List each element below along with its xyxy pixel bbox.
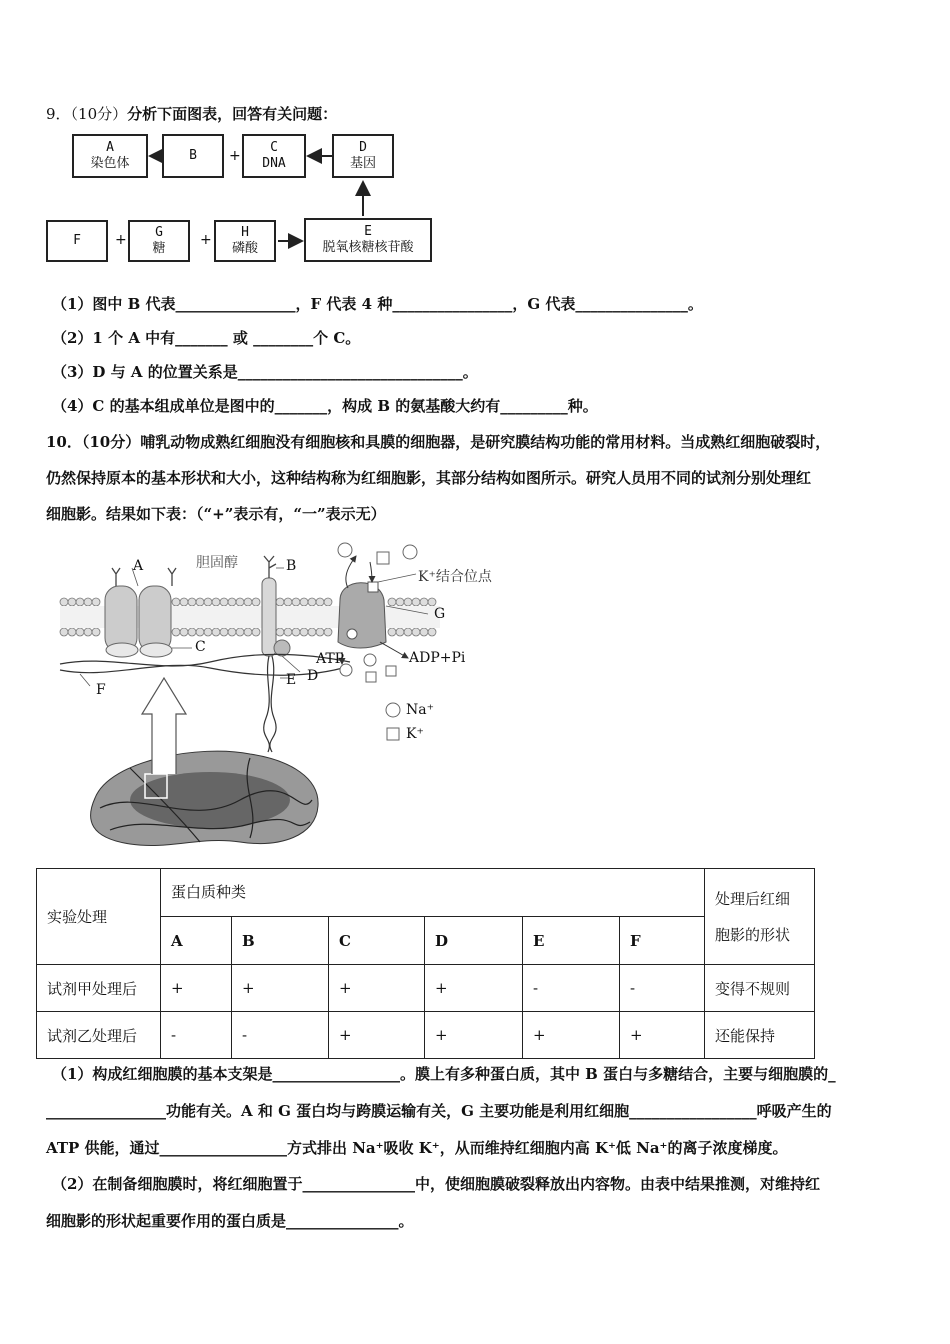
protein-g: [338, 582, 386, 648]
results-table: [36, 868, 815, 1059]
lipid-head: [428, 628, 436, 636]
lipid-head: [188, 598, 196, 606]
lipid-head: [388, 598, 396, 606]
label-d: D: [307, 668, 319, 684]
red-cell: [91, 751, 319, 845]
lipid-head: [84, 628, 92, 636]
lipid-head: [284, 628, 292, 636]
flow-g-letter: G: [155, 225, 163, 240]
lipid-head: [300, 598, 308, 606]
row1-shape: 变得不规则: [705, 965, 815, 1012]
flow-c-letter: C: [270, 140, 278, 155]
q10-line2: 仍然保持原本的基本形状和大小，这种结构称为红细胞影，其部分结构如图所示。研究人员用不同的试剂分别处理红: [46, 469, 812, 487]
q10-line1: 10．（10分）哺乳动物成熟红细胞没有细胞核和具膜的细胞器，是研究膜结构功能的常用材料。当成熟红细胞破裂时，: [46, 433, 831, 451]
label-c: C: [195, 639, 206, 655]
q9-sub1: （1）图中 B 代表________________，F 代表 4 种________________，G 代表_______________。: [52, 295, 703, 313]
lipid-head: [180, 598, 188, 606]
protein-b-header: B: [232, 917, 329, 965]
row1-b: +: [232, 965, 329, 1012]
q9-number: 9．（10分）: [46, 105, 128, 123]
header-protein: 蛋白质种类: [161, 869, 705, 917]
lipid-head: [92, 598, 100, 606]
lipid-head: [420, 628, 428, 636]
lipid-head: [92, 628, 100, 636]
q9-sub2: （2）1 个 A 中有_______ 或 ________个 C。: [52, 329, 361, 347]
glycan-a: [112, 568, 176, 586]
lipid-head: [228, 628, 236, 636]
ions-inside: [340, 654, 396, 682]
lipid-head: [404, 598, 412, 606]
lipid-head: [276, 598, 284, 606]
flow-b-letter: B: [189, 148, 197, 163]
lipid-head: [60, 598, 68, 606]
lipid-head: [252, 628, 260, 636]
flow-a-letter: A: [106, 140, 114, 155]
label-a: A: [133, 558, 144, 574]
protein-a-header: A: [161, 917, 232, 965]
lipid-head: [212, 628, 220, 636]
lipid-head: [428, 598, 436, 606]
protein-a: [105, 586, 172, 657]
lipid-head: [172, 628, 180, 636]
flow-e-letter: E: [364, 224, 372, 239]
lipid-head: [204, 628, 212, 636]
flow-plus-1: +: [229, 148, 241, 164]
row2-d: +: [425, 1012, 523, 1059]
row1-e: -: [523, 965, 620, 1012]
lipid-head: [276, 628, 284, 636]
flow-d-text: 基因: [349, 156, 376, 171]
label-atp: ATP: [316, 651, 345, 667]
lipid-head: [68, 598, 76, 606]
label-e: E: [286, 672, 297, 688]
q9-prompt: 分析下面图表，回答有关问题：: [127, 105, 338, 123]
label-adp: ADP+Pi: [409, 650, 466, 666]
lipid-head: [196, 628, 204, 636]
header-shape-line1: 处理后红细: [715, 889, 791, 908]
flow-f-letter: F: [73, 233, 81, 248]
lipid-head: [220, 628, 228, 636]
flow-h-letter: H: [241, 225, 249, 240]
q9-sub3: （3）D 与 A 的位置关系是______________________________。: [52, 363, 478, 381]
q10-sub1-line1: （1）构成红细胞膜的基本支架是_________________。膜上有多种蛋白质，其中 B 蛋白与多糖结合，主要与细胞膜的_: [52, 1065, 836, 1083]
lipid-head: [308, 628, 316, 636]
na-legend-icon: [386, 703, 400, 717]
label-b: B: [286, 558, 297, 574]
flow-g-text: 糖: [152, 241, 166, 256]
header-shape: [705, 869, 815, 965]
row1-f: -: [620, 965, 705, 1012]
lipid-head: [388, 628, 396, 636]
q10-sub1-line3: ATP 供能，通过_________________方式排出 Na⁺吸收 K⁺，从而维持红细胞内高 K⁺低 Na⁺的离子浓度梯度。: [46, 1139, 788, 1157]
lipid-head: [76, 598, 84, 606]
lipid-head: [292, 628, 300, 636]
lipid-head: [236, 598, 244, 606]
q10-sub2-line2: 细胞影的形状起重要作用的蛋白质是_______________。: [46, 1212, 414, 1230]
lipid-head: [180, 628, 188, 636]
lipid-head: [284, 598, 292, 606]
lipid-head: [220, 598, 228, 606]
protein-e-header: E: [523, 917, 620, 965]
flow-arrows: [0, 0, 450, 270]
legend-na: Na⁺: [406, 702, 434, 718]
k-legend-icon: [387, 728, 399, 740]
lipid-head: [300, 628, 308, 636]
header-shape-line2: 胞影的形状: [715, 925, 791, 944]
flow-c-text: DNA: [262, 156, 286, 171]
lipid-head: [316, 628, 324, 636]
header-treatment: 实验处理: [37, 869, 161, 965]
flow-d-letter: D: [359, 140, 367, 155]
label-cholesterol: 胆固醇: [196, 555, 238, 571]
lipid-head: [396, 628, 404, 636]
label-f: F: [96, 682, 106, 698]
lipid-head: [204, 598, 212, 606]
row1-treatment: 试剂甲处理后: [37, 965, 161, 1012]
lipid-head: [420, 598, 428, 606]
row2-treatment: 试剂乙处理后: [37, 1012, 161, 1059]
lipid-head: [236, 628, 244, 636]
lipid-head: [84, 598, 92, 606]
flow-a-text: 染色体: [90, 156, 130, 171]
flow-h-text: 磷酸: [231, 241, 258, 256]
lipid-head: [172, 598, 180, 606]
protein-f-header: F: [620, 917, 705, 965]
lipid-head: [412, 628, 420, 636]
lipid-head: [244, 598, 252, 606]
table-row: [37, 965, 815, 1012]
row2-f: +: [620, 1012, 705, 1059]
row1-d: +: [425, 965, 523, 1012]
row2-shape: 还能保持: [705, 1012, 815, 1059]
membrane-diagram: [50, 538, 520, 858]
lipid-head: [228, 598, 236, 606]
row1-a: +: [161, 965, 232, 1012]
flow-plus-2: +: [115, 232, 127, 248]
row2-b: -: [232, 1012, 329, 1059]
lipid-head: [252, 598, 260, 606]
lipid-head: [324, 628, 332, 636]
row1-c: +: [329, 965, 425, 1012]
lipid-head: [316, 598, 324, 606]
q9-sub4: （4）C 的基本组成单位是图中的_______，构成 B 的氨基酸大约有_________种。: [52, 397, 598, 415]
q10-sub1-line2: ________________功能有关。A 和 G 蛋白均与跨膜运输有关，G 主要功能是利用红细胞_________________呼吸产生的: [46, 1102, 832, 1120]
lipid-head: [196, 598, 204, 606]
lipid-head: [68, 628, 76, 636]
lipid-head: [292, 598, 300, 606]
lipid-head: [308, 598, 316, 606]
row2-e: +: [523, 1012, 620, 1059]
lipid-head: [188, 628, 196, 636]
row2-a: -: [161, 1012, 232, 1059]
lipid-head: [412, 598, 420, 606]
label-g: G: [434, 606, 446, 622]
protein-c-header: C: [329, 917, 425, 965]
lipid-head: [324, 598, 332, 606]
protein-d-header: D: [425, 917, 523, 965]
row2-c: +: [329, 1012, 425, 1059]
lipid-head: [212, 598, 220, 606]
table-row: [37, 1012, 815, 1059]
flow-e-text: 脱氧核糖核苷酸: [322, 240, 414, 255]
q10-sub2-line1: （2）在制备细胞膜时，将红细胞置于_______________中，使细胞膜破裂释放出内容物。由表中结果推测，对维持红: [52, 1175, 820, 1193]
lipid-head: [244, 628, 252, 636]
q10-line3: 细胞影。结果如下表：（“+”表示有，“一”表示无）: [46, 505, 386, 523]
ions-outside: [338, 543, 417, 564]
lipid-head: [396, 598, 404, 606]
flow-plus-3: +: [200, 232, 212, 248]
legend-k: K⁺: [406, 726, 424, 742]
lipid-head: [404, 628, 412, 636]
label-k-site: K⁺结合位点: [418, 569, 492, 585]
lipid-head: [60, 628, 68, 636]
lipid-head: [76, 628, 84, 636]
